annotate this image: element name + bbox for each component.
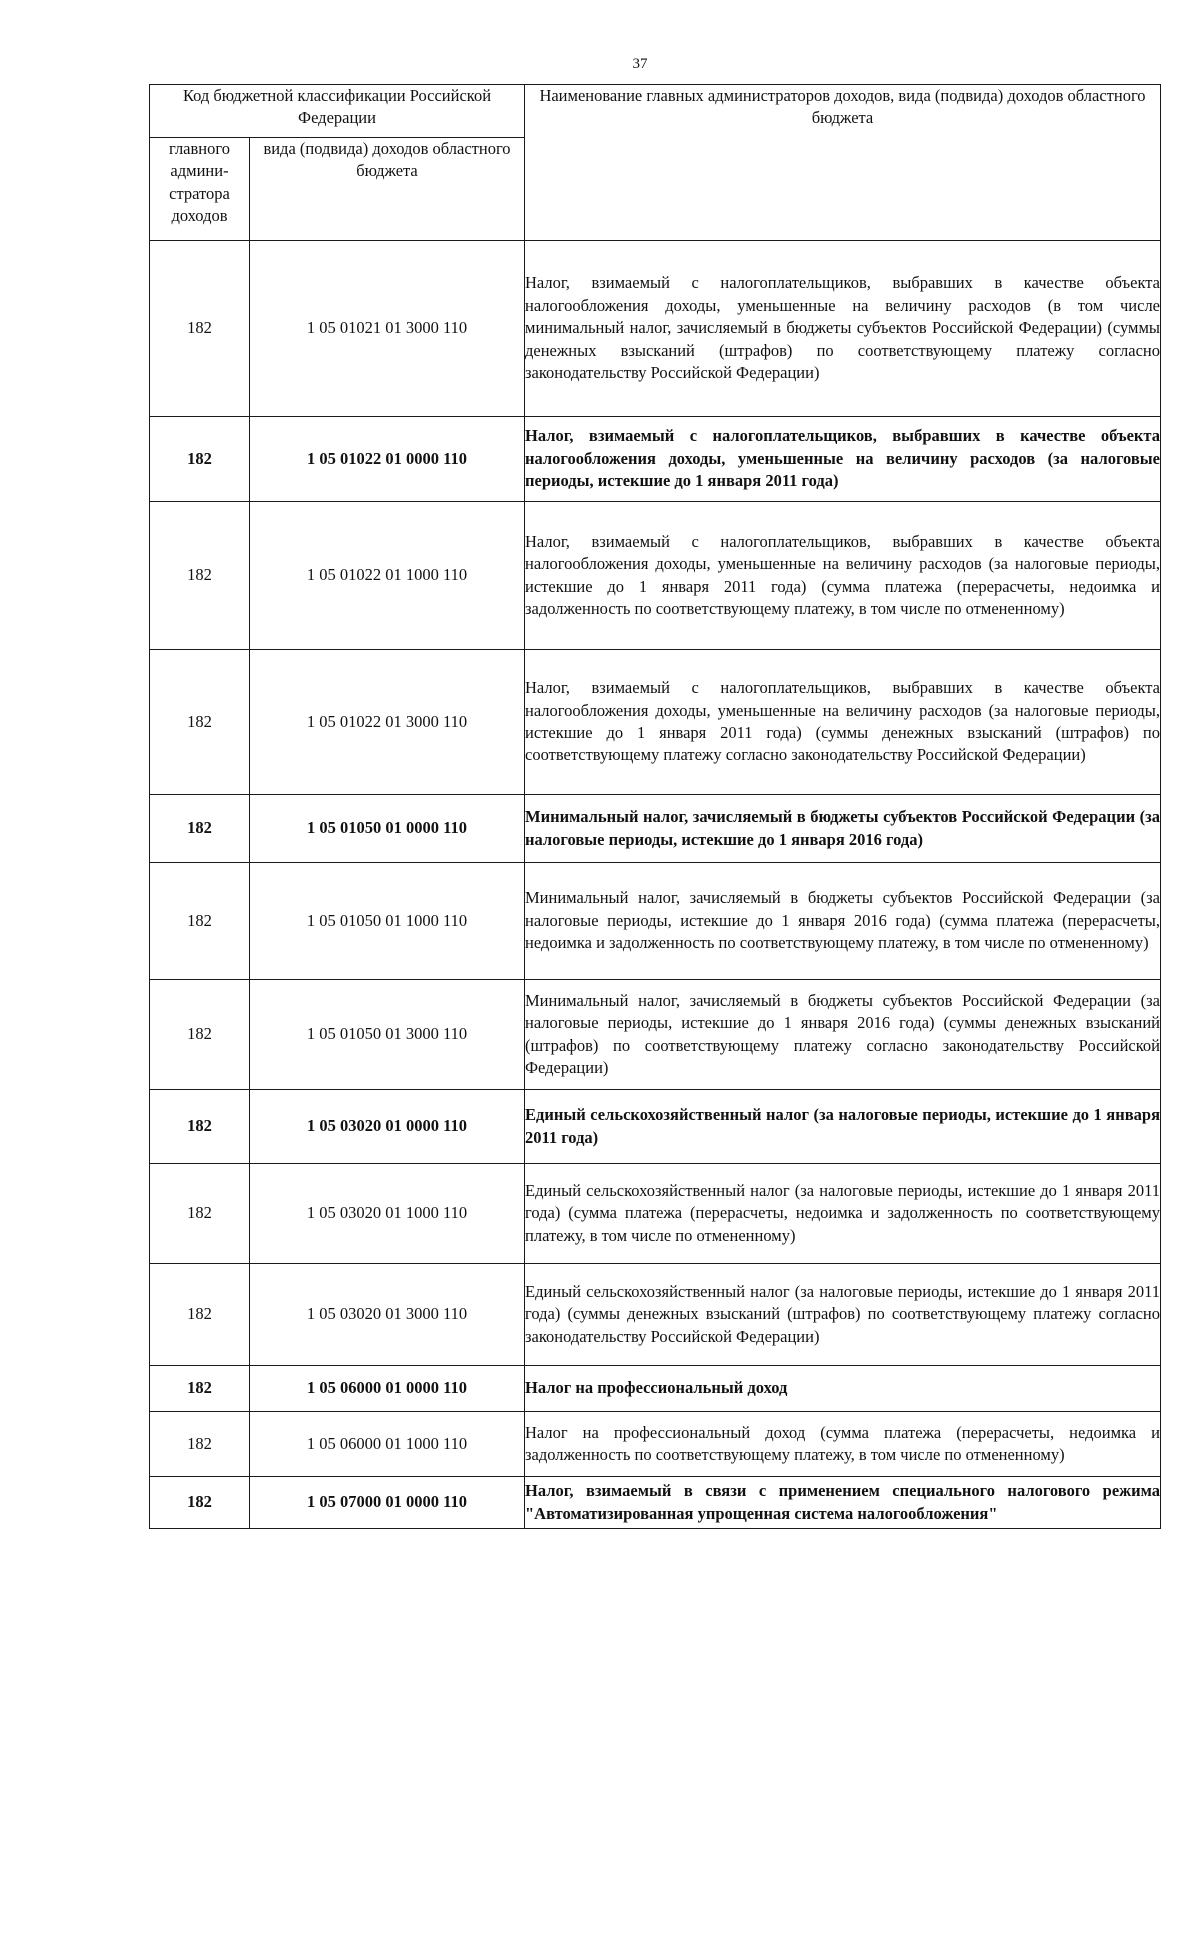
income-code-cell: 1 05 06000 01 0000 110 bbox=[250, 1366, 525, 1412]
admin-code-cell: 182 bbox=[150, 1264, 250, 1366]
table-row bbox=[150, 1090, 1161, 1164]
income-description-cell: Минимальный налог, зачисляемый в бюджеты субъектов Российской Федерации (за налоговые периоды, истекшие до 1 января 2016 года) (сумма платежа (перерасчеты, недоимка и задолженность по соответствующему платежу, в том числе по отмененному) bbox=[525, 863, 1161, 980]
admin-code-cell: 182 bbox=[150, 980, 250, 1090]
income-code-cell: 1 05 01050 01 3000 110 bbox=[250, 980, 525, 1090]
income-description-cell: Единый сельскохозяйственный налог (за налоговые периоды, истекшие до 1 января 2011 года) (сумма платежа (перерасчеты, недоимка и задолженность по соответствующему платежу, в том числе по отмененному) bbox=[525, 1164, 1161, 1264]
header-admin-column: главного админи-стратора доходов bbox=[150, 138, 250, 241]
table-header bbox=[150, 85, 1161, 241]
admin-code-cell: 182 bbox=[150, 863, 250, 980]
header-name-column: Наименование главных администраторов доходов, вида (подвида) доходов областного бюджета bbox=[525, 85, 1161, 241]
income-code-cell: 1 05 01021 01 3000 110 bbox=[250, 241, 525, 417]
table-row bbox=[150, 241, 1161, 417]
income-code-cell: 1 05 06000 01 1000 110 bbox=[250, 1412, 525, 1477]
income-description-cell: Налог, взимаемый с налогоплательщиков, выбравших в качестве объекта налогообложения доходы, уменьшенные на величину расходов (за налоговые периоды, истекшие до 1 января 2011 года) (сумма платежа (перерасчеты, недоимка и задолженность по соответствующему платежу, в том числе по отмененному) bbox=[525, 502, 1161, 650]
table-row bbox=[150, 1477, 1161, 1529]
admin-code-cell: 182 bbox=[150, 795, 250, 863]
table-row bbox=[150, 1264, 1161, 1366]
admin-code-cell: 182 bbox=[150, 1366, 250, 1412]
budget-classification-table bbox=[149, 84, 1161, 1529]
table-row bbox=[150, 650, 1161, 795]
table-row bbox=[150, 502, 1161, 650]
income-code-cell: 1 05 01022 01 3000 110 bbox=[250, 650, 525, 795]
admin-code-cell: 182 bbox=[150, 1090, 250, 1164]
admin-code-cell: 182 bbox=[150, 650, 250, 795]
income-description-cell: Минимальный налог, зачисляемый в бюджеты субъектов Российской Федерации (за налоговые периоды, истекшие до 1 января 2016 года) (суммы денежных взысканий (штрафов) по соответствующему платежу согласно законодательству Российской Федерации) bbox=[525, 980, 1161, 1090]
admin-code-cell: 182 bbox=[150, 417, 250, 502]
income-description-cell: Налог, взимаемый в связи с применением специального налогового режима "Автоматизированная упрощенная система налогообложения" bbox=[525, 1477, 1161, 1529]
income-code-cell: 1 05 01050 01 1000 110 bbox=[250, 863, 525, 980]
header-kbk-group: Код бюджетной классификации Российской Федерации bbox=[150, 85, 525, 138]
table-row bbox=[150, 863, 1161, 980]
income-code-cell: 1 05 03020 01 1000 110 bbox=[250, 1164, 525, 1264]
income-code-cell: 1 05 03020 01 3000 110 bbox=[250, 1264, 525, 1366]
income-code-cell: 1 05 01050 01 0000 110 bbox=[250, 795, 525, 863]
table-row bbox=[150, 1164, 1161, 1264]
table-row bbox=[150, 795, 1161, 863]
table-body bbox=[150, 241, 1161, 1529]
income-description-cell: Налог, взимаемый с налогоплательщиков, выбравших в качестве объекта налогообложения доходы, уменьшенные на величину расходов (в том числе минимальный налог, зачисляемый в бюджеты субъектов Российской Федерации) (суммы денежных взысканий (штрафов) по соответствующему платежу согласно законодательству Российской Федерации) bbox=[525, 241, 1161, 417]
income-code-cell: 1 05 01022 01 1000 110 bbox=[250, 502, 525, 650]
income-description-cell: Минимальный налог, зачисляемый в бюджеты субъектов Российской Федерации (за налоговые периоды, истекшие до 1 января 2016 года) bbox=[525, 795, 1161, 863]
table-row bbox=[150, 980, 1161, 1090]
income-code-cell: 1 05 07000 01 0000 110 bbox=[250, 1477, 525, 1529]
admin-code-cell: 182 bbox=[150, 1412, 250, 1477]
admin-code-cell: 182 bbox=[150, 241, 250, 417]
table-row bbox=[150, 1412, 1161, 1477]
income-description-cell: Единый сельскохозяйственный налог (за налоговые периоды, истекшие до 1 января 2011 года) bbox=[525, 1090, 1161, 1164]
income-description-cell: Налог на профессиональный доход bbox=[525, 1366, 1161, 1412]
page-number: 37 bbox=[632, 56, 648, 72]
income-code-cell: 1 05 01022 01 0000 110 bbox=[250, 417, 525, 502]
header-kind-column: вида (подвида) доходов областного бюджета bbox=[250, 138, 525, 241]
income-description-cell: Единый сельскохозяйственный налог (за налоговые периоды, истекшие до 1 января 2011 года) (суммы денежных взысканий (штрафов) по соответствующему платежу согласно законодательству Российской Федерации) bbox=[525, 1264, 1161, 1366]
table-row bbox=[150, 417, 1161, 502]
income-code-cell: 1 05 03020 01 0000 110 bbox=[250, 1090, 525, 1164]
admin-code-cell: 182 bbox=[150, 1164, 250, 1264]
income-description-cell: Налог на профессиональный доход (сумма платежа (перерасчеты, недоимка и задолженность по соответствующему платежу, в том числе по отмененному) bbox=[525, 1412, 1161, 1477]
income-description-cell: Налог, взимаемый с налогоплательщиков, выбравших в качестве объекта налогообложения доходы, уменьшенные на величину расходов (за налоговые периоды, истекшие до 1 января 2011 года) (суммы денежных взысканий (штрафов) по соответствующему платежу согласно законодательству Российской Федерации) bbox=[525, 650, 1161, 795]
table-row bbox=[150, 1366, 1161, 1412]
admin-code-cell: 182 bbox=[150, 1477, 250, 1529]
admin-code-cell: 182 bbox=[150, 502, 250, 650]
income-description-cell: Налог, взимаемый с налогоплательщиков, выбравших в качестве объекта налогообложения доходы, уменьшенные на величину расходов (за налоговые периоды, истекшие до 1 января 2011 года) bbox=[525, 417, 1161, 502]
